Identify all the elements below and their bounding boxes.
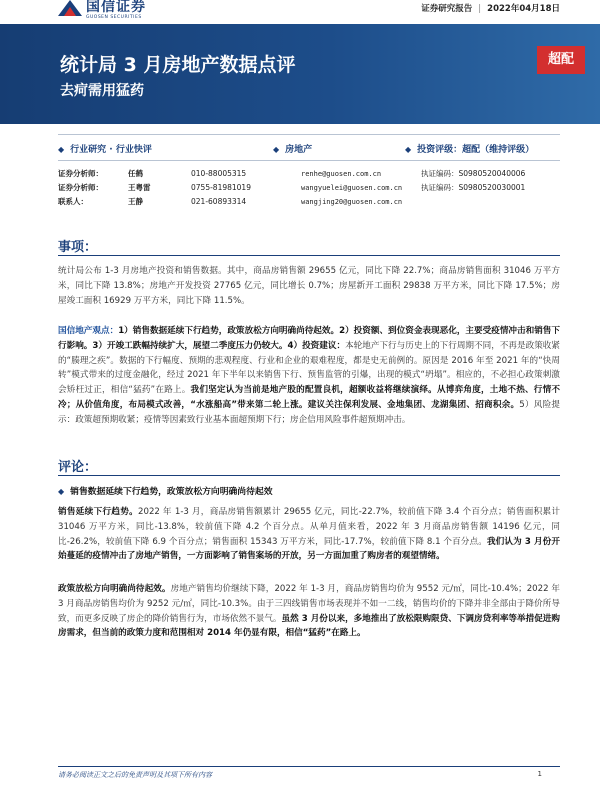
event-rule (58, 255, 560, 256)
sales-paragraph (58, 505, 560, 564)
comment-rule (58, 475, 560, 476)
analyst-phone: 0755-81981019 (191, 183, 251, 192)
rating-badge: 超配 (537, 46, 585, 74)
policy-paragraph (58, 582, 560, 641)
sales-lead: 销售延续下行趋势。 (58, 507, 139, 517)
sales-tail: 我们认为 3 月份开始蔓延的疫情冲击了房地产销售，一方面影响了销售案场的开放，另一方面加重了购房者的观望情绪。 (58, 536, 560, 562)
category-tag (58, 142, 152, 155)
analyst-email[interactable]: renhe@guosen.com.cn (301, 170, 382, 178)
policy-tail: 虽然 3 月份以来，多地推出了放松限购限贷、下调房贷利率等举措促进购房需求，但当前的政策力度和范围相对 2014 年仍显有限，相信“猛药”在路上。 (58, 613, 560, 639)
analyst-role: 联系人： (58, 197, 88, 206)
diamond-icon: ◆ (405, 145, 412, 154)
analyst-row (58, 195, 560, 209)
comment-bullet-text: 销售数据延续下行趋势，政策放松方向明确尚待起效 (70, 487, 273, 497)
analyst-email[interactable]: wangjing20@guosen.com.cn (301, 198, 403, 206)
rating-label: 投资评级：超配（维持评级） (417, 145, 535, 155)
header-separator: | (478, 4, 482, 14)
analyst-cert: 执证编码：S0980520040006 (421, 169, 526, 178)
diamond-icon: ◆ (273, 145, 280, 154)
brand-name: 国信证券 (86, 0, 146, 15)
page-number: 1 (537, 770, 542, 778)
analyst-email[interactable]: wangyuelei@guosen.com.cn (301, 184, 403, 192)
analyst-phone: 021-60893314 (191, 197, 247, 206)
analyst-name: 任鹤 (128, 169, 143, 178)
analyst-role: 证券分析师： (58, 183, 103, 192)
analyst-row (58, 181, 560, 195)
comment-bullet (58, 484, 273, 497)
policy-body: 房地产销售均价继续下降，2022 年 1-3 月，商品房销售均价为 9552 元/㎡，同比-10.4%；2022 年 3 月商品房销售均价为 9252 元/㎡，同比-10.3%。由于三四线销售市场表现并不如一二线，销售均价的下降并非全部由于降价所导致，而更多反映了房企的降价销售行为，市场依然不景气。 (58, 584, 560, 624)
analyst-role: 证券分析师： (58, 169, 103, 178)
footer-rule (58, 766, 560, 767)
category-label: 行业研究 · 行业快评 (70, 145, 152, 155)
diamond-icon: ◆ (58, 487, 65, 496)
brand-name-en: GUOSEN SECURITIES (86, 15, 142, 20)
report-type: 证券研究报告 (421, 4, 473, 14)
view-context: 本轮地产下行与历史上的下行周期不同，不再是政策收紧的“腠理之疾”。数据的下行幅度、预期的悲观程度、行业和企业的艰难程度，都是史无前例的。原因是 2016 年至 2021 年的“快周转”模式带来的过度金融化，经过 2021 年下半年以来销售下行、预售监管的引爆，出现的模式“坍塌”。相应的，不必担心政策刺激会矫枉过正，相信“猛药”在路上。 (58, 340, 560, 396)
report-meta (421, 2, 560, 14)
analyst-name: 王静 (128, 197, 143, 206)
policy-lead: 政策放松方向明确尚待起效。 (58, 584, 171, 594)
industry-label: 房地产 (285, 145, 313, 155)
event-paragraph: 统计局公布 1-3 月房地产投资和销售数据。其中，商品房销售额 29655 亿元，同比下降 22.7%；商品房销售面积 31046 万平方米，同比下降 13.8%；房地产开发投资 27765 亿元，同比增长 0.7%；房屋新开工面积 29838 万平方米，同比下降 17.5%；房屋竣工面积 16929 万平方米，同比下降 11.5%。 (58, 266, 560, 306)
analyst-row (58, 167, 560, 181)
view-points: 1）销售数据延续下行趋势，政策放松方向明确尚待起效。2）投资额、到位资金表现恶化，主要受疫情冲击和销售下行影响。3）开竣工跌幅持续扩大，展望二季度压力仍较大。4）投资建议： (58, 326, 560, 351)
diamond-icon: ◆ (58, 145, 65, 154)
view-recommendation: 我们坚定认为当前是地产股的配置良机，超额收益将继续演绎。从博弈角度，土地不热、行情不冷；从价值角度，布局模式改善，“水涨船高”带来第二轮上涨。建议关注保利发展、金地集团、龙湖集团、招商积余。 (58, 385, 560, 410)
rating-tag (405, 142, 534, 155)
meta-rule-top (58, 134, 560, 135)
view-risk: 5）风险提示：政策超预期收紧；疫情等因素致行业基本面超预期下行；房企信用风险事件超预期冲击。 (58, 399, 560, 425)
report-subtitle: 去疴需用猛药 (60, 83, 144, 99)
view-paragraph (58, 324, 560, 428)
analyst-phone: 010-88005315 (191, 169, 247, 178)
view-lead: 国信地产观点： (58, 326, 119, 336)
footer-disclaimer: 请务必阅读正文之后的免责声明及其项下所有内容 (58, 771, 212, 779)
report-date: 2022年04月18日 (487, 4, 560, 14)
analyst-name: 王粤雷 (128, 183, 151, 192)
analyst-list (58, 167, 560, 209)
logo-icon (58, 0, 82, 16)
sales-body: 2022 年 1-3 月，商品房销售额累计 29655 亿元，同比-22.7%，较前值下降 3.4 个百分点；销售面积累计 31046 万平方米，同比-13.8%，较前值下降 4.2 个百分点。从单月值来看，2022 年 3 月商品房销售额 14196 亿元，同比-26.2%，较前值下降 6.9 个百分点；销售面积 15343 万平方米，同比-17.7%，较前值下降 8.1 个百分点。 (58, 507, 560, 547)
report-title: 统计局 3 月房地产数据点评 (60, 54, 296, 76)
event-heading: 事项： (58, 240, 98, 255)
meta-rule-bottom (58, 160, 560, 161)
comment-heading: 评论： (58, 460, 98, 475)
analyst-cert: 执证编码：S0980520030001 (421, 183, 526, 192)
industry-tag (273, 142, 312, 155)
